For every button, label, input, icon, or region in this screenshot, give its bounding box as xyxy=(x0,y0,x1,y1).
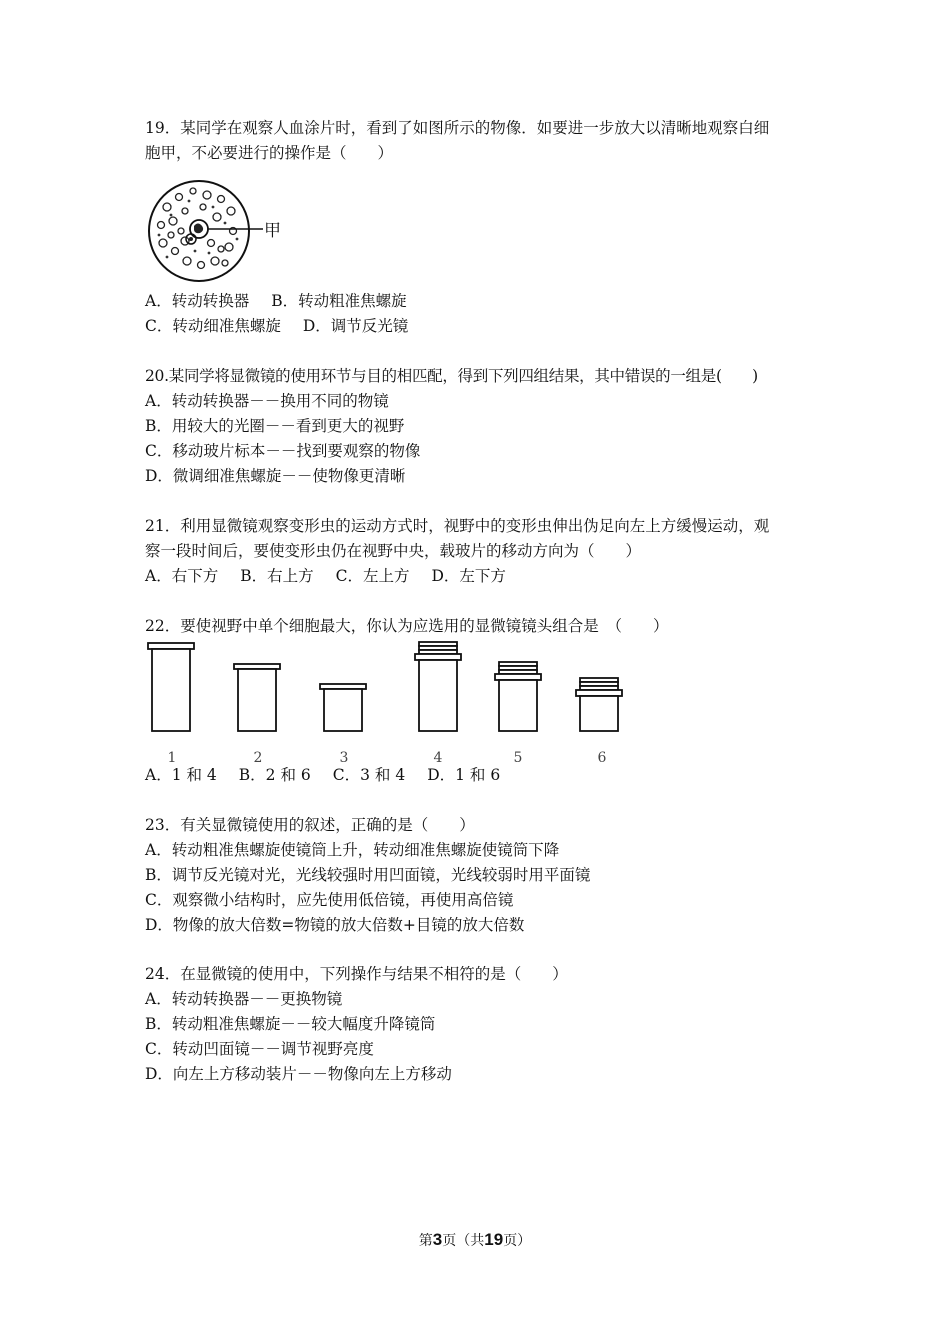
q20-option-d: D．微调细准焦螺旋－－使物像更清晰 xyxy=(145,467,406,485)
lens-figure xyxy=(140,640,630,768)
q21-stem-line2: 察一段时间后，要使变形虫仍在视野中央，载玻片的移动方向为（ ） xyxy=(145,542,642,560)
question-22 xyxy=(145,614,815,639)
q19-figure-label: 甲 xyxy=(264,221,281,241)
lens-label-2: 2 xyxy=(253,750,263,766)
q20-stem: 20.某同学将显微镜的使用环节与目的相匹配，得到下列四组结果，其中错误的一组是( ) xyxy=(145,367,758,385)
q20-option-c: C．移动玻片标本－－找到要观察的物像 xyxy=(145,442,421,460)
lens-4-body xyxy=(419,660,457,731)
q21-option-d: D．左下方 xyxy=(431,567,506,585)
lens-label-1: 1 xyxy=(167,750,177,766)
lens-label-3: 3 xyxy=(339,750,349,766)
lens-label-5: 5 xyxy=(513,750,523,766)
question-23 xyxy=(145,813,815,938)
footer-middle: 页（共 xyxy=(442,1233,485,1249)
q24-stem: 24．在显微镜的使用中，下列操作与结果不相符的是（ ） xyxy=(145,965,568,983)
q19-stem-line1: 19．某同学在观察人血涂片时，看到了如图所示的物像．如要进一步放大以清晰地观察白细 xyxy=(145,119,770,137)
lens-6-ring xyxy=(576,690,622,696)
q23-option-d: D．物像的放大倍数=物镜的放大倍数+目镜的放大倍数 xyxy=(145,916,525,934)
lens-5-ring xyxy=(495,674,541,680)
q22-option-a: A．1 和 4 xyxy=(145,766,217,784)
q22-stem: 22．要使视野中单个细胞最大，你认为应选用的显微镜镜头组合是 （ ） xyxy=(145,617,669,635)
q24-option-d: D．向左上方移动装片－－物像向左上方移动 xyxy=(145,1065,452,1083)
q20-option-b: B．用较大的光圈－－看到更大的视野 xyxy=(145,417,405,435)
q19-option-d: D．调节反光镜 xyxy=(302,317,409,335)
q22-option-c: C．3 和 4 xyxy=(332,766,406,784)
lens-1-body xyxy=(152,649,190,731)
q22-option-d: D．1 和 6 xyxy=(427,766,501,784)
question-20 xyxy=(145,364,815,489)
q19-options xyxy=(145,289,815,339)
lens-6-body xyxy=(580,696,618,731)
q23-option-c: C．观察微小结构时，应先使用低倍镜，再使用高倍镜 xyxy=(145,891,514,909)
q23-option-b: B．调节反光镜对光，光线较强时用凹面镜，光线较弱时用平面镜 xyxy=(145,866,591,884)
q19-option-c: C．转动细准焦螺旋 xyxy=(145,317,281,335)
q21-option-b: B．右上方 xyxy=(240,567,314,585)
q22-options xyxy=(145,763,815,788)
q19-stem-line2: 胞甲，不必要进行的操作是（ ） xyxy=(145,144,394,162)
q21-option-c: C．左上方 xyxy=(335,567,410,585)
page-footer xyxy=(0,1230,950,1250)
lens-label-6: 6 xyxy=(597,750,607,766)
q19-option-a: A．转动转换器 xyxy=(145,292,250,310)
q24-option-c: C．转动凹面镜－－调节视野亮度 xyxy=(145,1040,374,1058)
lens-5-body xyxy=(499,680,537,731)
q23-stem: 23．有关显微镜使用的叙述，正确的是（ ） xyxy=(145,816,475,834)
lens-3-body xyxy=(324,689,362,731)
lens-label-4: 4 xyxy=(433,750,443,766)
q19-option-b: B．转动粗准焦螺旋 xyxy=(271,292,407,310)
q20-option-a: A．转动转换器－－换用不同的物镜 xyxy=(145,392,389,410)
question-21 xyxy=(145,514,815,589)
lens-1-cap xyxy=(148,643,194,649)
q21-stem-line1: 21．利用显微镜观察变形虫的运动方式时，视野中的变形虫伸出伪足向左上方缓慢运动，观 xyxy=(145,517,770,535)
lens-2-body xyxy=(238,669,276,731)
q24-option-b: B．转动粗准焦螺旋－－较大幅度升降镜筒 xyxy=(145,1015,436,1033)
footer-suffix: 页） xyxy=(503,1233,532,1249)
q22-option-b: B．2 和 6 xyxy=(238,766,311,784)
q24-option-a: A．转动转换器－－更换物镜 xyxy=(145,990,343,1008)
q21-option-a: A．右下方 xyxy=(145,567,219,585)
footer-total-pages: 19 xyxy=(484,1230,504,1249)
lens-4-ring xyxy=(415,654,461,660)
blood-smear-figure xyxy=(145,177,285,285)
question-24 xyxy=(145,962,815,1087)
q23-option-a: A．转动粗准焦螺旋使镜筒上升，转动细准焦螺旋使镜筒下降 xyxy=(145,841,560,859)
question-19 xyxy=(145,116,815,166)
footer-page-number: 3 xyxy=(432,1230,443,1249)
footer-prefix: 第 xyxy=(418,1233,433,1249)
